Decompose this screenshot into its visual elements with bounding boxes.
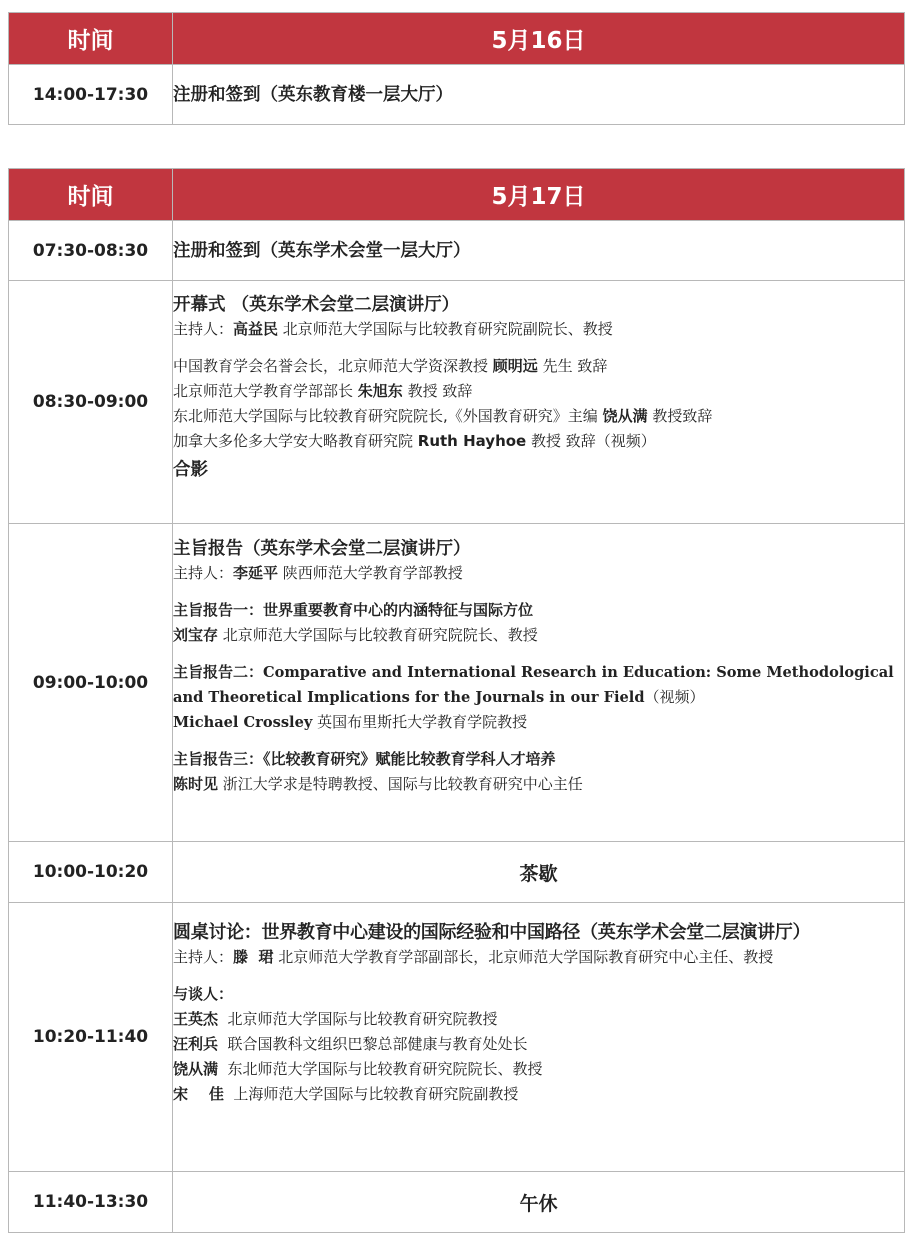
keynote-label: 主旨报告三： (173, 750, 264, 768)
event-cell (173, 221, 905, 281)
keynote-1-title-line (173, 598, 904, 623)
speech-note: 先生 致辞 (537, 357, 608, 375)
host-line (173, 945, 904, 970)
panel-label: 与谈人： (173, 985, 234, 1003)
panelist-line (173, 1057, 904, 1082)
schedule-table-may16 (8, 12, 905, 125)
time-cell: 09:00-10:00 (9, 524, 173, 842)
event-cell (173, 903, 905, 1172)
table-row (9, 65, 905, 125)
host-line (173, 317, 904, 342)
table-header-row (9, 169, 905, 221)
panelist-affil: 东北师范大学国际与比较教育研究院院长、教授 (218, 1060, 543, 1078)
time-cell: 14:00-17:30 (9, 65, 173, 125)
speaker-affil: 浙江大学求是特聘教授、国际与比较教育研究中心主任 (218, 775, 583, 793)
schedule-table-may17 (8, 168, 905, 1233)
host-line (173, 561, 904, 586)
speech-line (173, 429, 904, 454)
panelist-affil: 北京师范大学国际与比较教育研究院教授 (218, 1010, 498, 1028)
speech-note: 教授 致辞 (402, 382, 473, 400)
table-header-row (9, 13, 905, 65)
speech-affil: 加拿大多伦多大学安大略教育研究院 (173, 432, 418, 450)
time-cell: 07:30-08:30 (9, 221, 173, 281)
speaker-affil: 北京师范大学国际与比较教育研究院院长、教授 (218, 626, 538, 644)
host-title: 北京师范大学国际与比较教育研究院副院长、教授 (278, 320, 613, 338)
keynote-1-speaker-line (173, 623, 904, 648)
host-label: 主持人： (173, 320, 234, 338)
speech-note: 教授 致辞（视频） (526, 432, 656, 450)
speech-affil: 东北师范大学国际与比较教育研究院院长,《外国教育研究》主编 (173, 407, 603, 425)
event-title: 注册和签到（英东学术会堂一层大厅） (173, 240, 471, 261)
panelist-affil: 上海师范大学国际与比较教育研究院副教授 (223, 1085, 519, 1103)
host-name: 滕 珺 (233, 948, 274, 966)
panelist-name: 饶从满 (173, 1060, 219, 1078)
panelist-line (173, 1007, 904, 1032)
event-title: 开幕式 （英东学术会堂二层演讲厅） (173, 295, 460, 315)
panelist-line (173, 1082, 904, 1107)
speech-line (173, 379, 904, 404)
time-cell: 08:30-09:00 (9, 281, 173, 524)
table-row-tea (9, 842, 905, 903)
speech-line (173, 354, 904, 379)
keynote-title: Comparative and International Research in Education: Some Methodological (263, 664, 894, 681)
speaker-name: 陈时见 (173, 775, 219, 793)
speaker-name: 饶从满 (602, 407, 648, 425)
event-title: 注册和签到（英东教育楼一层大厅） (173, 84, 453, 105)
keynote-label: 主旨报告一： (173, 601, 264, 619)
speech-affil: 北京师范大学教育学部部长 (173, 382, 358, 400)
speaker-name: 朱旭东 (357, 382, 403, 400)
keynote-2-title-line-2 (173, 685, 904, 710)
table-row (9, 221, 905, 281)
speech-affil: 中国教育学会名誉会长，北京师范大学资深教授 (173, 357, 493, 375)
header-date: 5月17日 (173, 169, 905, 221)
table-row-keynote (9, 524, 905, 842)
keynote-2-speaker-line (173, 710, 904, 735)
host-label: 主持人： (173, 948, 234, 966)
event-cell (173, 524, 905, 842)
event-cell (173, 65, 905, 125)
keynote-title: and Theoretical Implications for the Journals in our Field (173, 689, 645, 706)
panelist-name: 宋 佳 (173, 1085, 224, 1103)
event-title: 主旨报告（英东学术会堂二层演讲厅） (173, 539, 471, 559)
header-time: 时间 (9, 169, 173, 221)
event-cell (173, 281, 905, 524)
time-cell: 10:00-10:20 (9, 842, 173, 903)
header-date: 5月16日 (173, 13, 905, 65)
table-row-opening (9, 281, 905, 524)
host-name: 李延平 (233, 564, 279, 582)
keynote-label: 主旨报告二： (173, 663, 264, 681)
speaker-name: Ruth Hayhoe (417, 432, 527, 450)
event-cell: 茶歇 (173, 842, 905, 903)
keynote-3-title-line (173, 747, 904, 772)
speaker-affil: 英国布里斯托大学教育学院教授 (312, 713, 528, 731)
host-title: 北京师范大学教育学部副部长，北京师范大学国际教育研究中心主任、教授 (273, 948, 774, 966)
header-time: 时间 (9, 13, 173, 65)
group-photo: 合影 (173, 460, 208, 480)
speech-note: 教授致辞 (647, 407, 713, 425)
table-row-roundtable (9, 903, 905, 1172)
host-label: 主持人： (173, 564, 234, 582)
table-row-lunch (9, 1172, 905, 1233)
keynote-title: 世界重要教育中心的内涵特征与国际方位 (263, 601, 534, 619)
keynote-title: 《比较教育研究》赋能比较教育学科人才培养 (263, 750, 556, 768)
speaker-name: 刘宝存 (173, 626, 219, 644)
keynote-3-speaker-line (173, 772, 904, 797)
host-name: 高益民 (233, 320, 279, 338)
panelist-affil: 联合国教科文组织巴黎总部健康与教育处处长 (218, 1035, 528, 1053)
speaker-name: Michael Crossley (173, 714, 313, 731)
event-title: 圆桌讨论：世界教育中心建设的国际经验和中国路径（英东学术会堂二层演讲厅） (173, 922, 811, 943)
panelist-line (173, 1032, 904, 1057)
time-cell: 11:40-13:30 (9, 1172, 173, 1233)
host-title: 陕西师范大学教育学部教授 (278, 564, 463, 582)
time-cell: 10:20-11:40 (9, 903, 173, 1172)
panelist-name: 王英杰 (173, 1010, 219, 1028)
event-cell: 午休 (173, 1172, 905, 1233)
keynote-2-title-line (173, 660, 904, 685)
speech-line (173, 404, 904, 429)
panelist-name: 汪利兵 (173, 1035, 219, 1053)
speaker-name: 顾明远 (492, 357, 538, 375)
keynote-note: （视频） (644, 688, 705, 706)
